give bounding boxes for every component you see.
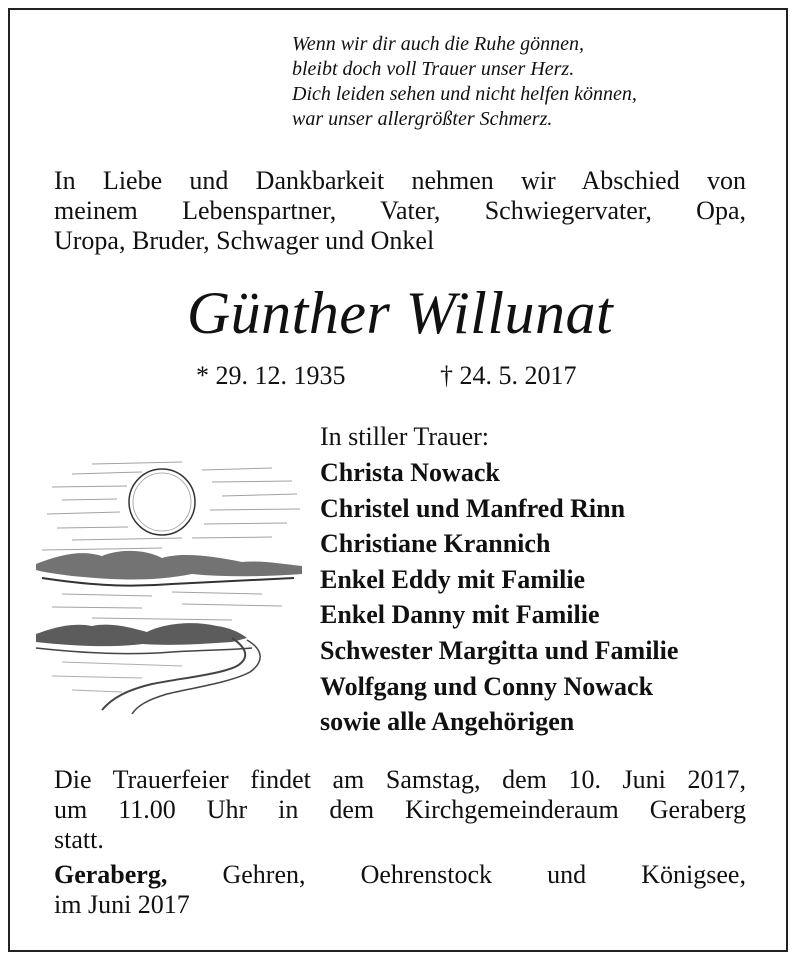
mourner: Wolfgang und Conny Nowack bbox=[320, 671, 654, 701]
funeral-line: statt. bbox=[54, 825, 104, 854]
mourners-list bbox=[320, 455, 678, 740]
mourner: sowie alle Angehörigen bbox=[320, 707, 575, 737]
funeral-info bbox=[54, 765, 746, 855]
mourner: Enkel Eddy mit Familie bbox=[320, 564, 586, 594]
moon-landscape-drawing bbox=[32, 452, 310, 714]
deceased-name: Günther Willunat bbox=[186, 280, 614, 346]
intro-text bbox=[54, 166, 746, 256]
place-name: Oehrenstock bbox=[360, 860, 493, 889]
mourning-heading: In stiller Trauer: bbox=[320, 422, 489, 451]
poem-line: war unser allergrößter Schmerz. bbox=[292, 108, 553, 130]
death-date: † 24. 5. 2017 bbox=[440, 361, 577, 390]
intro-line: Uropa, Bruder, Schwager und Onkel bbox=[54, 226, 435, 255]
funeral-line: um 11.00 Uhr in dem Kirchgemeinderaum Geraberg bbox=[54, 795, 746, 824]
places-block bbox=[54, 860, 746, 920]
mourner: Christel und Manfred Rinn bbox=[320, 493, 626, 523]
mourner: Christa Nowack bbox=[320, 458, 500, 487]
mourner: Enkel Danny mit Familie bbox=[320, 600, 600, 630]
mourner: Christiane Krannich bbox=[320, 529, 551, 559]
notice-date: im Juni 2017 bbox=[54, 890, 190, 919]
place-name: Gehren, bbox=[222, 860, 306, 889]
place-name: Königsee, bbox=[641, 860, 746, 889]
poem-line: Wenn wir dir auch die Ruhe gönnen, bbox=[292, 33, 585, 55]
birth-date: * 29. 12. 1935 bbox=[196, 361, 346, 390]
poem-line: bleibt doch voll Trauer unser Herz. bbox=[292, 58, 575, 80]
intro-line: meinem Lebenspartner, Vater, Schwiegervater, Opa, bbox=[54, 196, 746, 225]
funeral-line: Die Trauerfeier findet am Samstag, dem 10. Juni 2017, bbox=[54, 765, 746, 794]
poem-line: Dich leiden sehen und nicht helfen können, bbox=[292, 83, 637, 105]
place-town: Geraberg, bbox=[54, 860, 168, 889]
place-conjunction: und bbox=[547, 860, 587, 889]
poem bbox=[292, 32, 637, 132]
intro-line: In Liebe und Dankbarkeit nehmen wir Abschied von bbox=[54, 166, 746, 195]
mourner: Schwester Margitta und Familie bbox=[320, 635, 679, 665]
